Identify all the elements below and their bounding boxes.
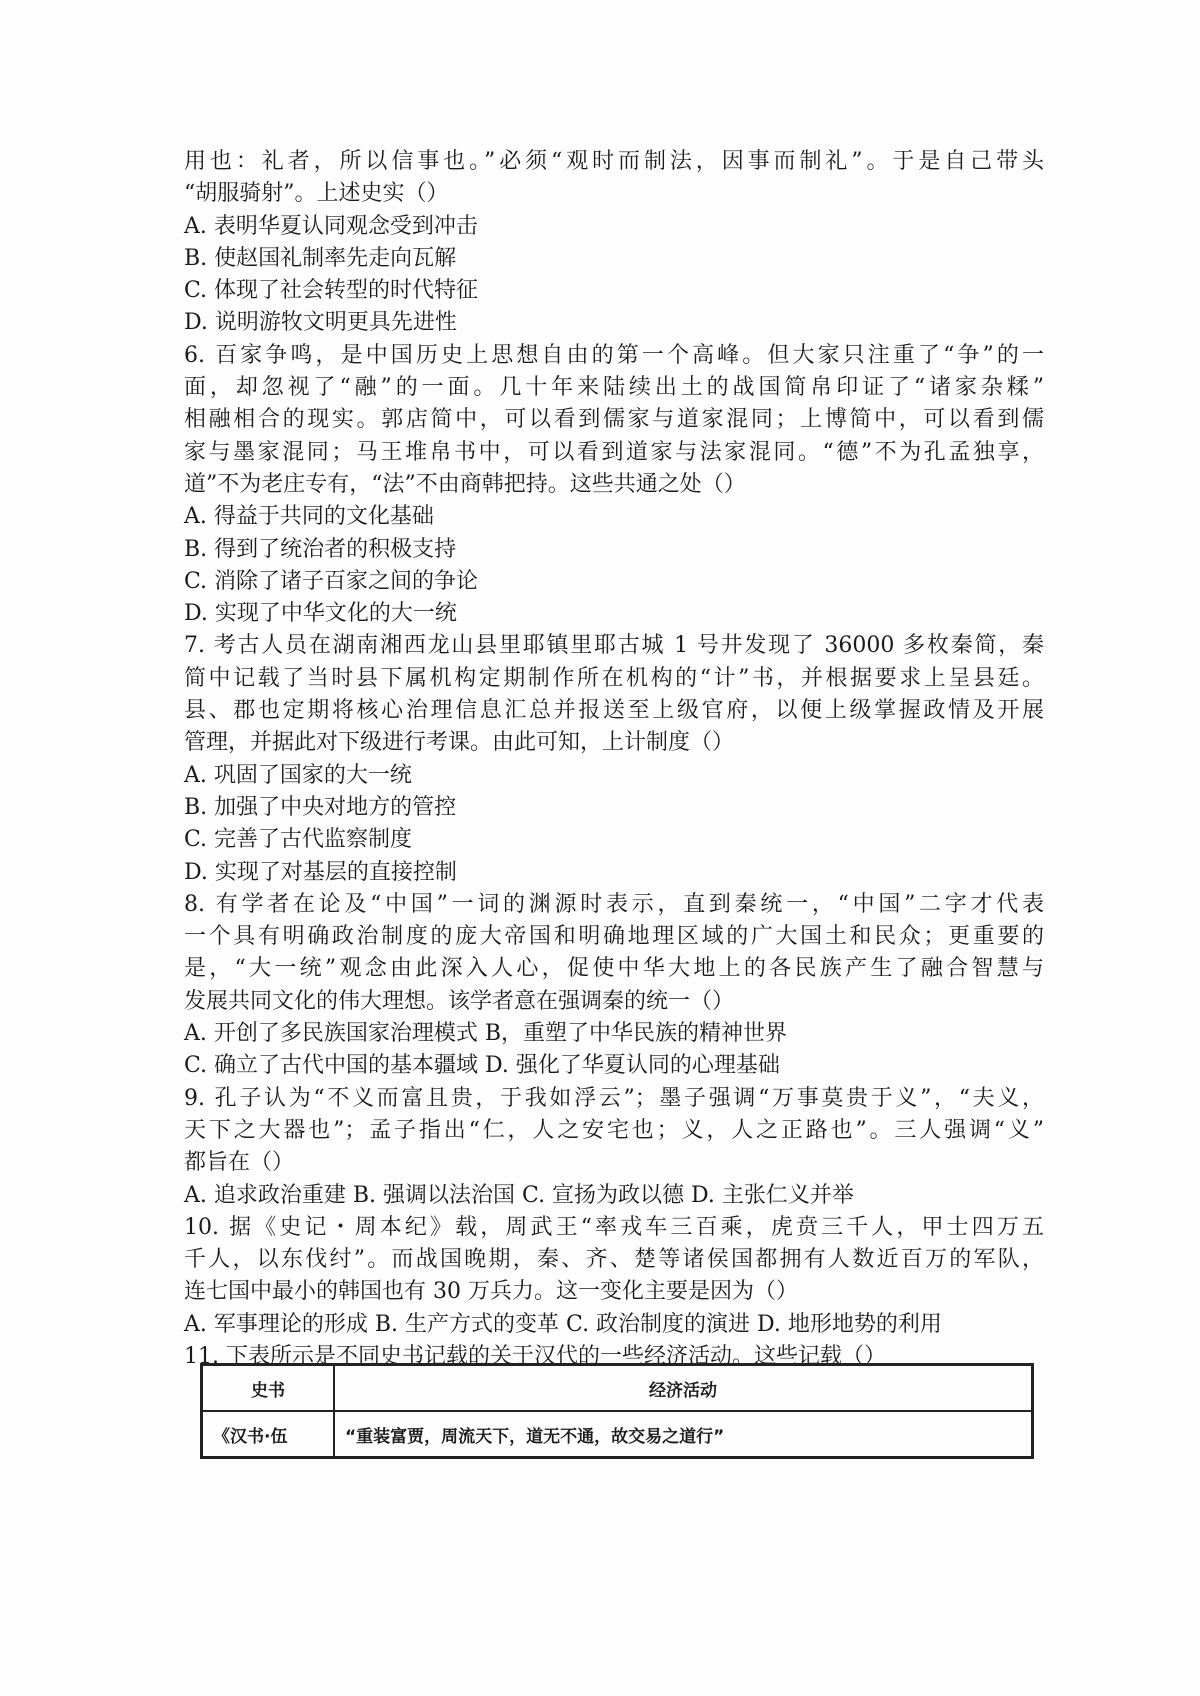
- economic-activity-table: [200, 1363, 1034, 1459]
- option-d: D. 实现了中华文化的大一统: [184, 601, 457, 627]
- text-line: 连七国中最小的韩国也有 30 万兵力。这一变化主要是因为（）: [184, 1279, 798, 1305]
- options-abcd: A. 军事理论的形成 B. 生产方式的变革 C. 政治制度的演进 D. 地形地势的利用: [184, 1311, 942, 1337]
- options-cd: C. 确立了古代中国的基本疆域 D. 强化了华夏认同的心理基础: [184, 1053, 780, 1079]
- option-a: A. 巩固了国家的大一统: [184, 762, 412, 788]
- table-cell-activity: “重装富贾，周流天下，道无不通，故交易之道行”: [334, 1411, 1033, 1458]
- table-header-row: [202, 1365, 1033, 1412]
- header-cell-book: 史书: [202, 1365, 335, 1412]
- text-line: 发展共同文化的伟大理想。该学者意在强调秦的统一（）: [184, 988, 735, 1014]
- question-9-stem: 9. 孔子认为“不义而富且贵，于我如浮云”；墨子强调“万事莫贵于义”，“夫义，: [184, 1085, 1044, 1111]
- text-line: 是，“大一统”观念由此深入人心，促使中华大地上的各民族产生了融合智慧与: [184, 956, 1044, 982]
- header-cell-activity: 经济活动: [334, 1365, 1033, 1412]
- text-line: 简中记载了当时县下属机构定期制作所在机构的“计”书，并根据要求上呈县廷。: [184, 665, 1044, 691]
- option-b: B. 加强了中央对地方的管控: [184, 794, 457, 820]
- text-line: 道”不为老庄专有，“法”不由商韩把持。这些共通之处（）: [184, 471, 746, 497]
- text-line: 千人，以东伐纣”。而战国晚期，秦、齐、楚等诸侯国都拥有人数近百万的军队，: [184, 1247, 1044, 1273]
- text-line: 面，却忽视了“融”的一面。几十年来陆续出土的战国简帛印证了“诸家杂糅”: [184, 375, 1044, 401]
- text-line: “胡服骑射”。上述史实（）: [184, 181, 449, 207]
- text-line: 一个具有明确政治制度的庞大帝国和明确地理区域的广大国土和民众；更重要的: [184, 924, 1044, 950]
- text-line: 都旨在（）: [184, 1150, 295, 1176]
- question-11-stem: 11. 下表所示是不同史书记载的关于汉代的一些经济活动。这些记载（）: [184, 1343, 886, 1369]
- options-ab: A. 开创了多民族国家治理模式 B，重塑了中华民族的精神世界: [184, 1021, 788, 1047]
- option-b: B. 使赵国礼制率先走向瓦解: [184, 245, 457, 271]
- options-abcd: A. 追求政治重建 B. 强调以法治国 C. 宣扬为政以德 D. 主张仁义并举: [184, 1182, 854, 1208]
- text-line: 管理，并据此对下级进行考课。由此可知，上计制度（）: [184, 730, 735, 756]
- option-b: B. 得到了统治者的积极支持: [184, 536, 457, 562]
- text-line: 家与墨家混同；马王堆帛书中，可以看到道家与法家混同。“德”不为孔孟独享，: [184, 439, 1044, 465]
- question-text-block: [184, 146, 1044, 1373]
- option-a: A. 得益于共同的文化基础: [184, 504, 434, 530]
- text-line: 相融相合的现实。郭店简中，可以看到儒家与道家混同；上博简中，可以看到儒: [184, 407, 1044, 433]
- option-a: A. 表明华夏认同观念受到冲击: [184, 213, 478, 239]
- text-line: 用也：礼者，所以信事也。”必须“观时而制法，因事而制礼”。于是自己带头: [184, 149, 1044, 174]
- text-line: 天下之大器也”；孟子指出“仁，人之安宅也；义，人之正路也”。三人强调“义”: [184, 1117, 1044, 1143]
- question-8-stem: 8. 有学者在论及“中国”一词的渊源时表示，直到秦统一，“中国”二字才代表: [184, 891, 1044, 917]
- option-d: D. 说明游牧文明更具先进性: [184, 310, 457, 336]
- question-6-stem: 6. 百家争鸣，是中国历史上思想自由的第一个高峰。但大家只注重了“争”的一: [184, 342, 1044, 368]
- economic-activity-table-wrapper: [200, 1363, 1034, 1459]
- question-10-stem: 10. 据《史记・周本纪》载，周武王“率戎车三百乘，虎贲三千人，甲士四万五: [184, 1214, 1044, 1240]
- option-c: C. 消除了诸子百家之间的争论: [184, 568, 479, 594]
- question-7-stem: 7. 考古人员在湖南湘西龙山县里耶镇里耶古城 1 号井发现了 36000 多枚秦简，秦: [184, 633, 1044, 659]
- text-line: 县、郡也定期将核心治理信息汇总并报送至上级官府，以便上级掌握政情及开展: [184, 698, 1044, 724]
- option-c: C. 完善了古代监察制度: [184, 827, 413, 853]
- option-d: D. 实现了对基层的直接控制: [184, 859, 457, 885]
- option-c: C. 体现了社会转型的时代特征: [184, 278, 479, 304]
- table-row: [202, 1411, 1033, 1458]
- table-cell-book: 《汉书·伍: [202, 1411, 335, 1458]
